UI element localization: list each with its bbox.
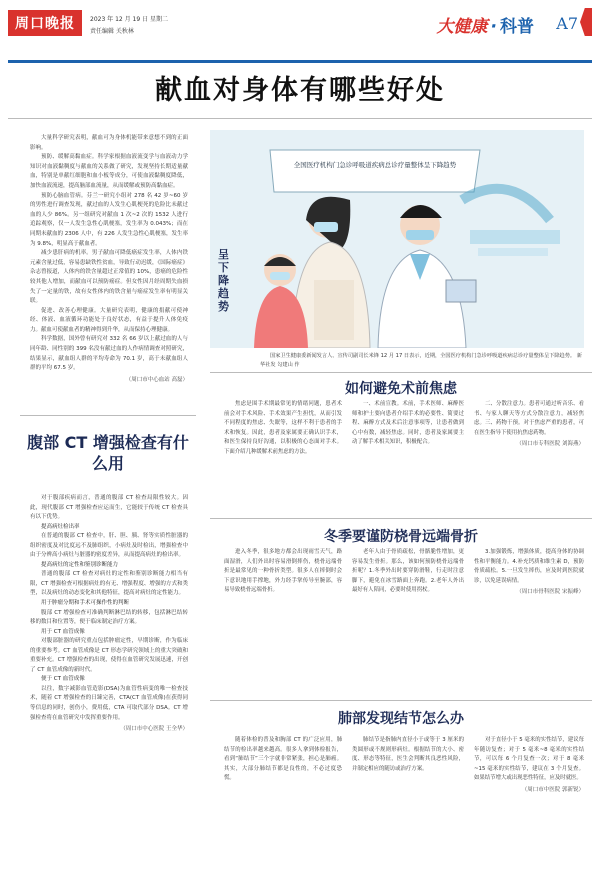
article-byline: （周口市骨科医院 宋振峰） (516, 589, 584, 595)
article-paragraph: 腹部 CT 增强检查可准确判断淋巴结的转移，包括淋巴结转移的数目和位置等，便于临床制定治疗方案。 (30, 609, 188, 626)
vertical-slogan (218, 248, 232, 313)
article-paragraph: 老年人由于骨质疏松，骨骼脆性增加，更容易发生骨折。那么，该如何预防桡骨远端骨折呢？1.冬季外出时要穿防滑鞋，行走时注意脚下，避免在冰雪路面上奔跑。2.老年人外出最好有人陪同，必要时使用拐杖。 (352, 549, 464, 593)
article-subheading: 提高病灶的定性和鉴别诊断能力 (41, 561, 119, 568)
page-number: A7 (556, 14, 578, 33)
article-paragraph: 科学数据，国外曾有研究对 332 名 66 岁以上献过血的人与同年龄、同性别的 399 名没有献过血的人作病情调查对照研究，结果显示，献血组人群的平均寿命为 70.1 岁，高于未献血组人群的平均 67.5 岁。 (30, 336, 188, 372)
title-rule (8, 118, 592, 119)
section-divider (210, 700, 592, 701)
issue-date: 2023 年 12 月 19 日 星期二 (90, 16, 168, 23)
article-paragraph: 减少患肝病的机率。男子献血可降低癌症发生率，人体内铁元素含量过低，容易患缺铁性贫血，导致行动迟缓，《国际癌症》杂志曾报道，人体内的铁含量超过正常值的 10%，患癌的危险性较其他人增加，而献血可以预防癌症。但女性因月经周期失血损失了一定量的铁，故有女性体内的铁含量与癌症发生率有明显关联。 (30, 250, 188, 305)
article-paragraph: 预防心脑血管病。芬兰一研究小组对 278 名 42 岁~60 岁的男性进行调查发现，献过血的人发生心肌梗死的危险比未献过血的人少 86%。另一组研究对献血 1 次~2 次的 1532 人进行追踪观察，仅一人发生急性心肌梗塞，发生率为 0.043%；而在同期未献血的 2306 人中，有 226 人发生急性心肌梗塞，发生率为 9.8%，明显高于献血者。 (30, 192, 188, 247)
article-subheading: 便于 CT 血管成像 (41, 676, 85, 683)
section-divider (210, 372, 592, 373)
article-paragraph: 对于腹部疾病而言，普通的腹部 CT 检查局限性较大。因此，现代腹部 CT 增强检查应运而生，它能较于传统 CT 检查具有以下优势。 (30, 495, 188, 521)
illustration-caption (260, 352, 584, 370)
slogan-char: 降 (218, 274, 229, 287)
article-paragraph: 预防、缓解高黏血症。科学家根据血液流变学与血液动力学知识对血液黏稠度与献血的关系做了研究，发现坚持长期适量献血，特别是单献红细胞和血小板等成分，可使血液黏稠度降低，加快血液流速，提高脑部血流量，从而缓解或预防高黏血症。 (30, 154, 188, 189)
article-paragraph: 随着体检的普及和胸部 CT 的广泛应用，肺结节的检出率越来越高。很多人拿到体检报告，看到“肺结节”三个字就非常紧张，担心是肺癌。其实，大部分肺结节都是良性的，不必过度恐慌。 (224, 737, 342, 781)
article-paragraph: 一、术前宣教。术前，手术医师、麻醉医师和护士要向患者介绍手术的必要性、简要过程、麻醉方式及术后注意事项等，让患者做到心中有数，减轻焦虑。同时，患者及家属要主动了解手术相关知识，积极配合。 (352, 401, 464, 445)
section-name: 大健康 (436, 17, 488, 37)
nodule-col-1 (224, 736, 342, 784)
article-paragraph: 促进、改善心理健康。大量研究表明，健康的捐献可使神经、体液、血液循环功能处于良好状态，有益于提升人体免疫力。献血可使献血者的精神得到升华，从而保持心理健康。 (30, 307, 188, 333)
article-subheading: 用于 CT 血管成像 (41, 628, 85, 635)
slogan-char: 呈 (218, 248, 229, 261)
editor-line: 责任编辑 关秋林 (90, 28, 134, 35)
article-paragraph: 二、分散注意力。患者可通过听音乐、看书、与家人聊天等方式分散注意力，减轻焦虑。三、药物干预。对于焦虑严重的患者，可在医生指导下使用抗焦虑药物。 (474, 401, 584, 436)
ct-article-title: 腹部 CT 增强检查有什么用 (27, 433, 189, 473)
article-paragraph: 以往，数字减影血管造影(DSA)为血管性病变的唯一检查技术，随着 CT 增强检查的日臻完善，CTA(CT 血管成像)在获得同等信息的同时，创伤小，费用低，CTA 可取代部分 DSA。CT 增强检查将在血管研究中发挥重要作用。 (30, 685, 188, 721)
slogan-char: 势 (218, 300, 229, 313)
article-paragraph: 进入冬季，很多地方都会出现雨雪天气，路面湿滑，人们外出时容易滑倒摔伤，桡骨远端骨折是最常见的一种骨折类型。很多人在摔倒时会下意识地用手撑地，外力经手掌传导至腕部，容易导致桡骨远端骨折。 (224, 549, 342, 593)
section-separator: · (490, 17, 497, 37)
banner-text: 全国医疗机构门急诊呼吸道疾病总诊疗量整体呈下降趋势 (293, 161, 457, 169)
section-divider (20, 415, 196, 416)
anxiety-article-title: 如何避免术前焦虑 (345, 381, 457, 397)
anxiety-col-2 (352, 400, 464, 448)
nodule-col-3 (474, 736, 584, 795)
anxiety-col-3 (474, 400, 584, 450)
fracture-col-3 (474, 548, 584, 598)
main-headline: 献血对身体有哪些好处 (155, 75, 445, 106)
article-paragraph: 对腹部脏器的研究重点包括肿瘤定性，早期诊断，作为临床的重要参考。CT 血管成像是 CT 形态学研究领域上的重大突破和重要补充。CT 增强检查的出现，使得在血管研究发展迅速，开创了 CT 血管成像的新时代。 (30, 638, 188, 673)
article-byline: （周口市中心医院 王全华） (120, 726, 188, 733)
section-title (437, 12, 534, 37)
article-paragraph: 肺结节是指肺内直径小于或等于 3 厘米的类圆形或不规则形病灶。根据结节的大小、密度、形态等特征，医生会判断其良恶性风险，并制定相应的随访或治疗方案。 (352, 737, 464, 772)
article-paragraph: 在普通的腹部 CT 检查中，肝、胆、胰、肾等实质性脏器的组织密度及对比度远不及肺组织，小病灶及时检出，增强检查中由于分辨高小病灶与脏器的密度差异，从而提高病灶的检出率。 (30, 533, 188, 559)
slogan-char: 趋 (218, 287, 229, 300)
caption-text: 国家卫生健康委新闻发言人、宣传司副司长米锋 12 月 17 日表示，近期，全国医疗机构门急诊呼吸道疾病总诊疗量整体呈下降趋势。 新华社发 勾建山 作 (260, 353, 582, 368)
fracture-col-1 (224, 548, 342, 596)
anxiety-col-1 (224, 400, 342, 457)
article-byline: （周口市中心血站 高磊） (125, 376, 188, 383)
page-header (8, 8, 592, 63)
fracture-article-title: 冬季要谨防桡骨远端骨折 (324, 529, 478, 545)
article-byline: （周口市中医院 郭新锐） (521, 786, 584, 793)
page-arrow-icon (580, 8, 592, 36)
article-paragraph: 对于直径小于 5 毫米的实性结节，建议每年随访复查；对于 5 毫米~8 毫米的实性结节，可以每 6 个月复查一次；对于 8 毫米~15 毫米的实性结节，建议在 3 个月复查。如果结节增大或出现恶性特征，应及时就医。 (474, 737, 584, 781)
article-paragraph: 焦虑是围手术期最常见的情绪问题，患者术前会对手术风险、手术效果产生担忧，从而引发不同程度的焦虑、失眠等，这样不利于患者的手术和恢复。因此，患者及家属要正确认识手术，和医生保持良好沟通，以积极的心态面对手术。下面介绍几种缓解术前焦虑的方法。 (224, 401, 342, 455)
ct-article-body (30, 494, 188, 735)
cartoon-illustration (210, 130, 584, 348)
section-divider (210, 518, 592, 519)
slogan-char: 下 (218, 261, 229, 274)
article-paragraph: 普通的腹部 CT 检查对病灶的定性和鉴别诊断能力相当有限，CT 增强检查可根据病灶的有无、增强程度、增强的方式和类型，以及病灶的动态变化和其他特征，提高对病灶的定性能力。 (30, 571, 188, 597)
article-paragraph: 大量科学研究表明，献血可为身体机能带来意想不到的正面影响。 (30, 135, 188, 151)
article-subheading: 提高病灶检出率 (41, 523, 80, 530)
lung-nodule-article-title: 肺部发现结节怎么办 (338, 711, 464, 727)
nodule-col-2 (352, 736, 464, 774)
newspaper-logo: 周口晚报 (8, 10, 82, 36)
article-byline: （周口市专科医院 刘海燕） (516, 441, 584, 447)
article-paragraph: 3.加强锻炼，增强体质，提高身体的协调性和平衡能力。4.补充钙质和维生素 D，预防骨质疏松。5.一旦发生摔伤，应及时到医院就诊，以免延误病情。 (474, 549, 584, 584)
article-subheading: 用于肿瘤分期和手术可操作性的判断 (41, 600, 130, 607)
subsection-name: 科普 (500, 17, 534, 37)
blood-donation-article (30, 134, 188, 385)
fracture-col-2 (352, 548, 464, 596)
